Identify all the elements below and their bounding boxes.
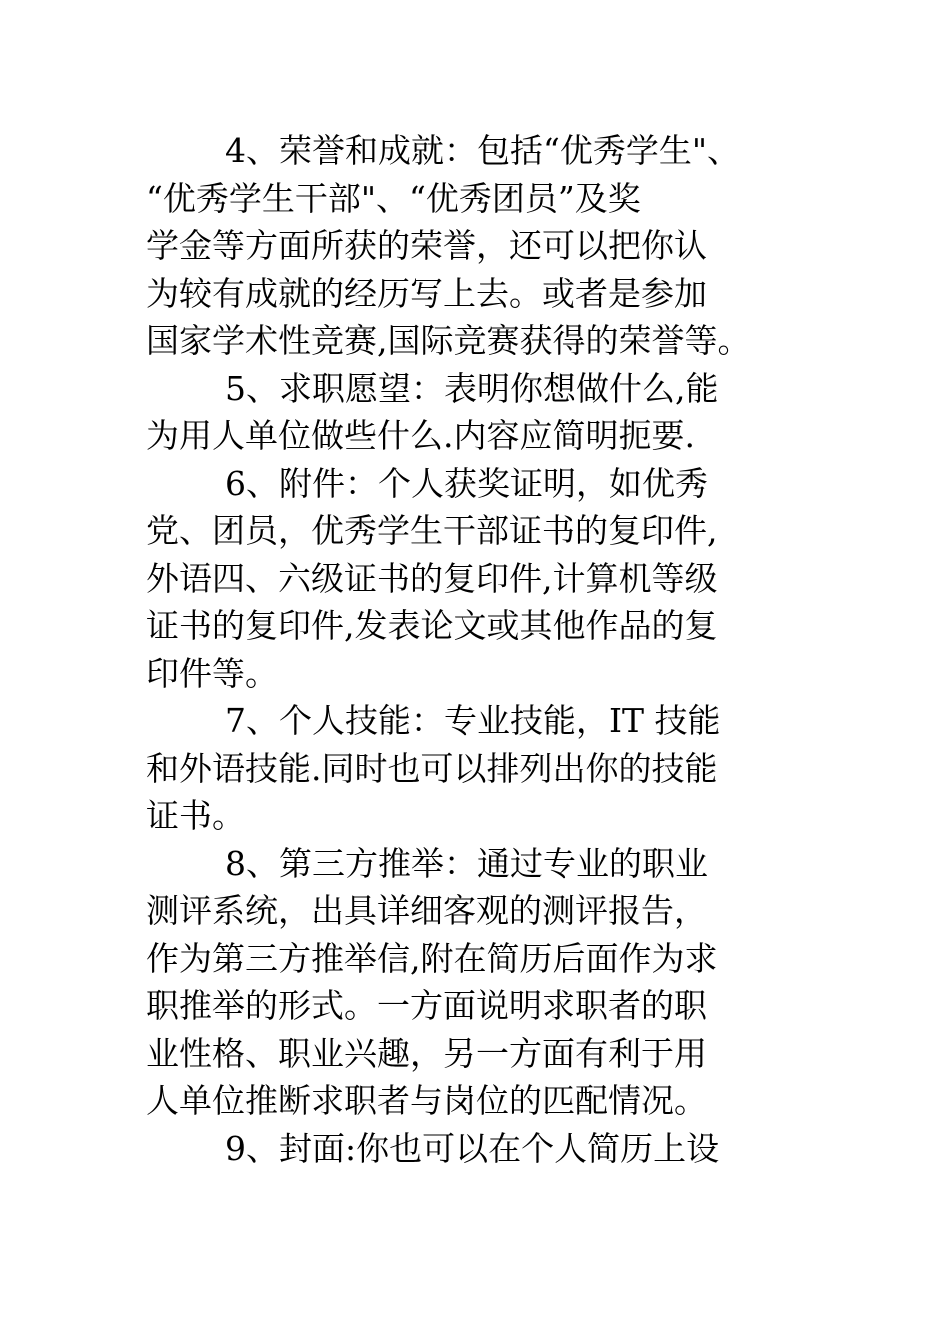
text-line: 人单位推断求职者与岗位的匹配情况。 <box>146 1081 707 1120</box>
text-line: 4、荣誉和成就：包括“优秀学生"、 <box>225 131 741 170</box>
text-line: 国家学术性竞赛,国际竞赛获得的荣誉等。 <box>146 321 751 360</box>
text-line: 6、附件：个人获奖证明，如优秀 <box>225 463 708 503</box>
text-line: 测评系统，出具详细客观的测评报告， <box>146 891 707 930</box>
text-line: 5、求职愿望：表明你想做什么,能 <box>225 368 719 408</box>
text-line: 业性格、职业兴趣，另一方面有利于用 <box>146 1033 707 1073</box>
text-line: 7、个人技能：专业技能，IT 技能 <box>225 701 721 740</box>
text-line: 为较有成就的经历写上去。或者是参加 <box>146 273 707 313</box>
text-line: 作为第三方推举信,附在简历后面作为求 <box>146 938 718 978</box>
text-line: 学金等方面所获的荣誉，还可以把你认 <box>146 226 707 265</box>
text-line: 9、封面:你也可以在个人简历上设 <box>225 1128 720 1168</box>
text-line: 证书。 <box>146 796 245 835</box>
text-line: 和外语技能.同时也可以排列出你的技能 <box>146 748 718 788</box>
text-line: 党、团员，优秀学生干部证书的复印件, <box>146 511 718 550</box>
text-line: 职推举的形式。一方面说明求职者的职 <box>146 986 707 1025</box>
text-line: 印件等。 <box>146 653 278 693</box>
text-line: 外语四、六级证书的复印件,计算机等级 <box>146 558 718 598</box>
text-line: “优秀学生干部"、“优秀团员”及奖 <box>146 178 641 218</box>
document-body <box>146 127 846 1172</box>
text-line: 为用人单位做些什么.内容应简明扼要. <box>146 416 695 455</box>
text-line: 8、第三方推举：通过专业的职业 <box>225 843 708 883</box>
text-line: 证书的复印件,发表论文或其他作品的复 <box>146 606 718 645</box>
